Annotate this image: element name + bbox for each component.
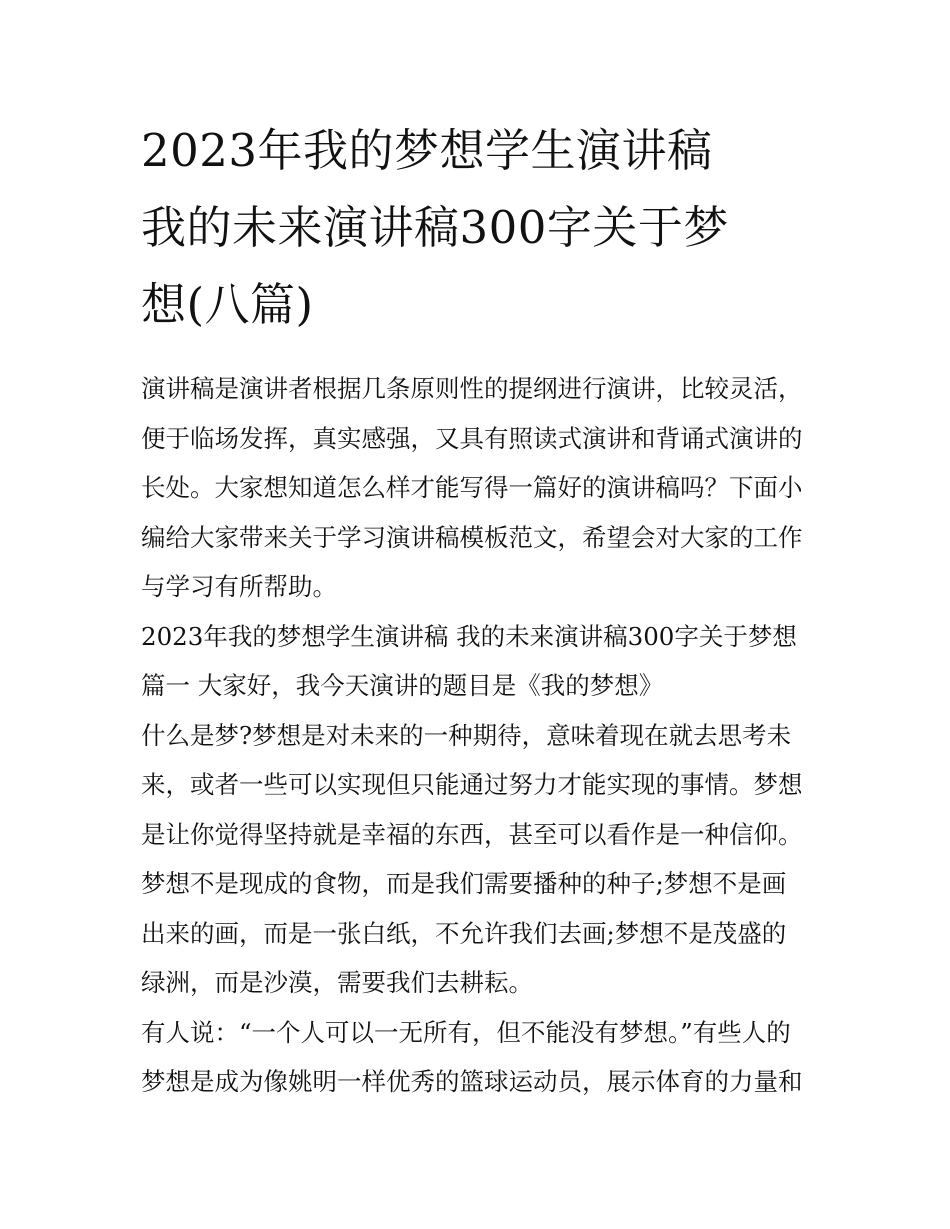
- text-line: 什么是梦?梦想是对未来的一种期待，意味着现在就去思考未: [141, 720, 792, 750]
- document-title: [141, 112, 813, 343]
- title-line: 我的未来演讲稿300字关于梦: [141, 201, 729, 254]
- body-paragraph-2: [141, 1008, 813, 1107]
- title-line: 2023年我的梦想学生演讲稿: [141, 124, 713, 177]
- text-line: 与学习有所帮助。: [141, 572, 337, 601]
- text-line: 2023年我的梦想学生演讲稿 我的未来演讲稿300字关于梦想: [141, 621, 797, 651]
- document-page: [141, 112, 813, 1107]
- title-line: 想(八篇): [141, 278, 314, 331]
- text-line: 绿洲，而是沙漠，需要我们去耕耘。: [141, 968, 533, 997]
- section-heading: [141, 612, 813, 711]
- text-line: 编给大家带来关于学习演讲稿模板范文，希望会对大家的工作: [141, 522, 803, 552]
- text-line: 长处。大家想知道怎么样才能写得一篇好的演讲稿吗？下面小: [141, 473, 803, 502]
- text-line: 篇一 大家好，我今天演讲的题目是《我的梦想》: [141, 671, 664, 700]
- text-line: 梦想是成为像姚明一样优秀的篮球运动员，展示体育的力量和: [141, 1067, 803, 1096]
- text-line: 梦想不是现成的食物，而是我们需要播种的种子;梦想不是画: [141, 869, 787, 898]
- text-line: 有人说：“一个人可以一无所有，但不能没有梦想。”有些人的: [141, 1017, 791, 1047]
- text-line: 来，或者一些可以实现但只能通过努力才能实现的事情。梦想: [141, 770, 803, 799]
- text-line: 便于临场发挥，真实感强，又具有照读式演讲和背诵式演讲的: [141, 423, 803, 453]
- intro-paragraph: [141, 364, 813, 612]
- body-paragraph-1: [141, 711, 813, 1008]
- text-line: 演讲稿是演讲者根据几条原则性的提纲进行演讲，比较灵活，: [141, 374, 803, 403]
- text-line: 出来的画，而是一张白纸，不允许我们去画;梦想不是茂盛的: [141, 918, 787, 948]
- text-line: 是让你觉得坚持就是幸福的东西，甚至可以看作是一种信仰。: [141, 819, 803, 849]
